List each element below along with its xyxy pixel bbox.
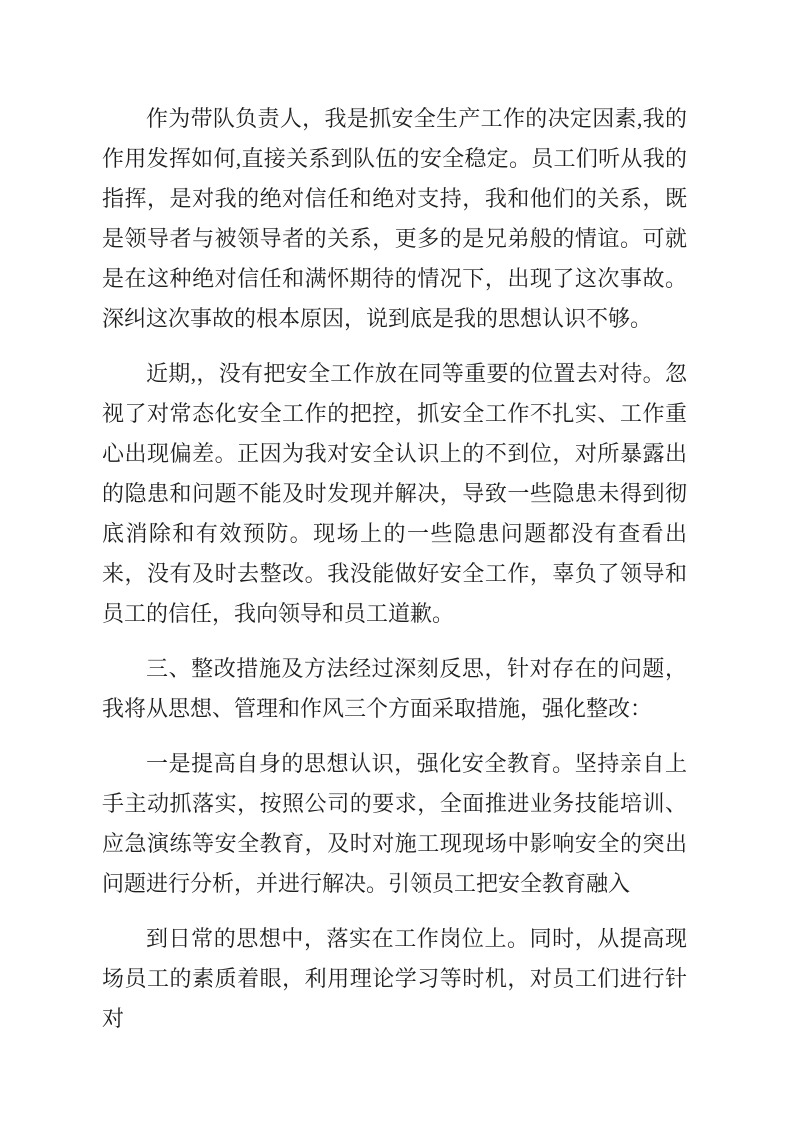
paragraph: 三、整改措施及方法经过深刻反思，针对存在的问题，我将从思想、管理和作风三个方面采取措施，强化整改： (102, 656, 687, 721)
document-body (102, 99, 687, 1039)
paragraph: 作为带队负责人，我是抓安全生产工作的决定因素,我的作用发挥如何,直接关系到队伍的安全稳定。员工们听从我的指挥，是对我的绝对信任和绝对支持，我和他们的关系，既是领导者与被领导者的关系，更多的是兄弟般的情谊。可就是在这种绝对信任和满怀期待的情况下，出现了这次事故。深纠这次事故的根本原因，说到底是我的思想认识不够。 (102, 106, 687, 331)
paragraph: 一是提高自身的思想认识，强化安全教育。坚持亲自上手主动抓落实，按照公司的要求，全面推进业务技能培训、应急演练等安全教育，及时对施工现现场中影响安全的突出问题进行分析，并进行解决。引领员工把安全教育融入 (102, 751, 687, 896)
paragraph: 到日常的思想中，落实在工作岗位上。同时，从提高现场员工的素质着眼，利用理论学习等时机，对员工们进行针对 (102, 926, 687, 1031)
paragraph: 近期,，没有把安全工作放在同等重要的位置去对待。忽视了对常态化安全工作的把控，抓安全工作不扎实、工作重心出现偏差。正因为我对安全认识上的不到位，对所暴露出的隐患和问题不能及时发现并解决，导致一些隐患未得到彻底消除和有效预防。现场上的一些隐患问题都没有查看出来，没有及时去整改。我没能做好安全工作，辜负了领导和员工的信任，我向领导和员工道歉。 (102, 361, 687, 626)
